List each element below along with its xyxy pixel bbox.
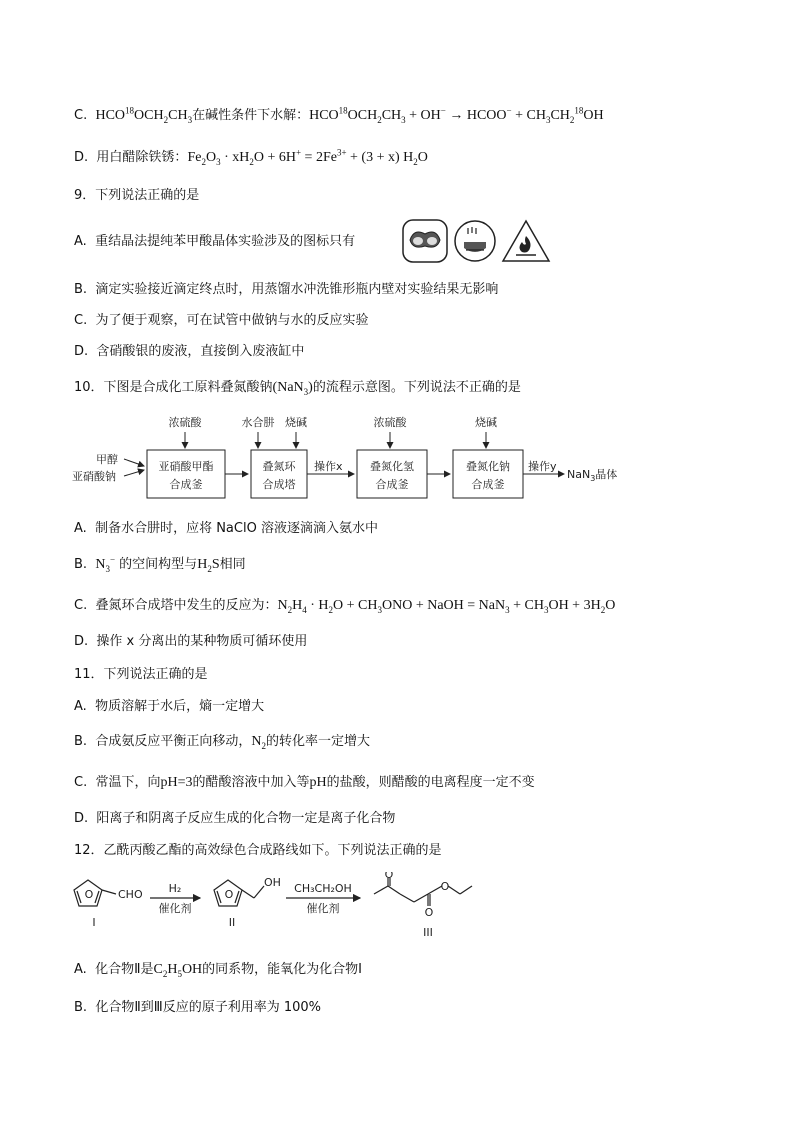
option-text: 在碱性条件下水解： bbox=[192, 108, 310, 123]
box4-line2: 合成釜 bbox=[471, 478, 505, 491]
option-label: D. bbox=[74, 634, 89, 649]
option-label: C. bbox=[74, 775, 88, 790]
compound-label-iii: III bbox=[423, 926, 433, 939]
option-label: C. bbox=[74, 108, 88, 123]
catalyst-1: 催化剂 bbox=[158, 902, 192, 915]
reagent-top1: 浓硫酸 bbox=[168, 416, 202, 429]
option-text: 合成氨反应平衡正向移动， bbox=[95, 734, 252, 749]
option-text: 制备水合肼时，应将 NaClO 溶液逐滴滴入氨水中 bbox=[95, 521, 378, 536]
ph-symbol: pH bbox=[309, 775, 327, 790]
option-text: 相同 bbox=[219, 557, 246, 572]
option-label: A. bbox=[74, 234, 87, 249]
equation-rust: $Fe_2O_3 \cdot xH_2O + 6H^+ = 2Fe^{3+} + (3 + x)$ $H_2O$ bbox=[187, 147, 428, 167]
option-label: B. bbox=[74, 734, 88, 749]
option-text: 叠氮环合成塔中发生的反应为： bbox=[95, 598, 278, 613]
box2-line2: 合成塔 bbox=[262, 478, 296, 491]
option-text: 为了便于观察，可在试管中做钠与水的反应实验 bbox=[95, 313, 369, 328]
reagent-h2: H₂ bbox=[168, 882, 182, 895]
reagent-top4: 烧碱 bbox=[475, 416, 497, 429]
ester-oxygen: O bbox=[440, 880, 450, 893]
box1-line2: 合成釜 bbox=[169, 478, 203, 491]
q10-stem bbox=[74, 380, 521, 396]
option-text: 滴定实验接近滴定终点时，用蒸馏水冲洗锥形瓶内壁对实验结果无影响 bbox=[95, 282, 499, 297]
option-label: B. bbox=[74, 1000, 88, 1015]
product-nan3: NaN$_3$晶体 bbox=[567, 468, 618, 483]
q8-option-d bbox=[74, 147, 428, 167]
q10-option-b bbox=[74, 554, 246, 574]
carbonyl-oxygen: O bbox=[424, 906, 434, 919]
option-text: 化合物Ⅱ到Ⅲ反应的原子利用率为 100% bbox=[95, 1000, 321, 1015]
formula-n2: $N_2$ bbox=[251, 734, 266, 751]
option-text: 常温下，向 bbox=[95, 775, 161, 790]
q12-stem: 12．乙酰丙酸乙酯的高效绿色合成路线如下。下列说法正确的是 bbox=[74, 843, 442, 858]
equation-hydrolysis: $HCO^{18}OCH_2CH_3 + OH^-$ → HCOO− + $CH_3CH_2^{18}OH$ bbox=[309, 105, 604, 125]
safety-icons bbox=[402, 218, 552, 268]
formula-h2s: $H_2S$ bbox=[197, 557, 220, 574]
option-label: C. bbox=[74, 313, 88, 328]
compound-label-ii: II bbox=[228, 916, 236, 929]
flow-diagram bbox=[70, 410, 670, 506]
q9-option-a bbox=[74, 234, 355, 250]
reaction-scheme bbox=[70, 872, 490, 948]
formula-nan3: (NaN$_3$) bbox=[272, 380, 313, 397]
option-text: 用白醋除铁锈： bbox=[96, 150, 188, 165]
formula-ethanol: $C_2H_5OH$ bbox=[153, 962, 203, 979]
input-nano2: 亚硝酸钠 bbox=[72, 470, 116, 483]
equation-azide: $N_2H_4 \cdot H_2O + CH_3ONO$ + NaOH = $NaN_3 + CH_3OH + 3H_2O$ bbox=[277, 598, 616, 615]
q11-stem: 11．下列说法正确的是 bbox=[74, 667, 208, 682]
option-text: 的同系物，能氧化为化合物Ⅰ bbox=[202, 962, 363, 977]
reagent-ethanol: CH₃CH₂OH bbox=[294, 882, 352, 895]
ring-oxygen-2: O bbox=[224, 888, 234, 901]
q10-option-d bbox=[74, 634, 307, 650]
option-text: 重结晶法提纯苯甲酸晶体实验涉及的图标只有 bbox=[95, 234, 356, 249]
option-label: D. bbox=[74, 811, 89, 826]
stem-text: 的流程示意图。下列说法不正确的是 bbox=[312, 380, 521, 395]
option-label: D. bbox=[74, 344, 89, 359]
box3-line2: 合成釜 bbox=[375, 478, 409, 491]
op-x-label: 操作x bbox=[314, 460, 343, 473]
option-text: 的盐酸，则醋酸的电离程度一定不变 bbox=[326, 775, 535, 790]
stem-text: 10．下图是合成化工原料叠氮酸钠 bbox=[74, 380, 273, 395]
aldehyde-group: CHO bbox=[118, 888, 143, 901]
q11-option-d bbox=[74, 811, 395, 827]
option-label: A. bbox=[74, 962, 87, 977]
option-text: 含硝酸银的废液，直接倒入废液缸中 bbox=[96, 344, 305, 359]
option-label: B. bbox=[74, 282, 88, 297]
fire-hazard-icon bbox=[503, 221, 549, 261]
formula-ester: $HCO^{18}OCH_2CH_3$ bbox=[95, 105, 193, 125]
goggles-icon bbox=[403, 220, 447, 262]
box1-line1: 亚硝酸甲酯 bbox=[158, 460, 214, 473]
option-text: 的醋酸溶液中加入等 bbox=[192, 775, 310, 790]
ketone-oxygen: O bbox=[384, 872, 394, 881]
option-text: 化合物Ⅱ是 bbox=[95, 962, 154, 977]
q8-option-c bbox=[74, 105, 604, 125]
option-label: C. bbox=[74, 598, 88, 613]
catalyst-2: 催化剂 bbox=[306, 902, 340, 915]
hand-wash-icon bbox=[455, 221, 495, 261]
option-text: 操作 x 分离出的某种物质可循环使用 bbox=[96, 634, 308, 649]
op-y-label: 操作y bbox=[528, 460, 557, 473]
ph-value: pH=3 bbox=[160, 775, 193, 790]
compound-label-i: I bbox=[92, 916, 96, 929]
option-text: 物质溶解于水后，熵一定增大 bbox=[95, 699, 265, 714]
q9-option-c bbox=[74, 313, 369, 329]
option-text: 的转化率一定增大 bbox=[265, 734, 370, 749]
q9-option-d bbox=[74, 344, 304, 360]
q10-option-c bbox=[74, 598, 615, 614]
reagent-top3: 浓硫酸 bbox=[373, 416, 407, 429]
q9-option-b bbox=[74, 282, 498, 298]
reagent-top2a: 水合肼 bbox=[241, 416, 275, 429]
q12-option-a bbox=[74, 962, 362, 978]
q10-option-a bbox=[74, 521, 378, 537]
hydroxyl-group: OH bbox=[264, 876, 281, 889]
formula-azide-ion: $N_3^-$ bbox=[95, 554, 116, 574]
box4-line1: 叠氮化钠 bbox=[466, 460, 510, 473]
ethyl-levulinate-structure bbox=[374, 878, 472, 906]
reagent-top2b: 烧碱 bbox=[285, 416, 307, 429]
q12-option-b bbox=[74, 1000, 321, 1016]
option-label: A. bbox=[74, 521, 87, 536]
box3-line1: 叠氮化氢 bbox=[370, 460, 414, 473]
option-label: A. bbox=[74, 699, 87, 714]
q11-option-b bbox=[74, 734, 370, 750]
box2-line1: 叠氮环 bbox=[262, 460, 296, 473]
input-methanol: 甲醇 bbox=[96, 453, 118, 466]
ring-oxygen-1: O bbox=[84, 888, 94, 901]
option-text: 阳离子和阴离子反应生成的化合物一定是离子化合物 bbox=[96, 811, 396, 826]
q9-stem: 9．下列说法正确的是 bbox=[74, 188, 200, 203]
option-label: D. bbox=[74, 150, 89, 165]
q11-option-c bbox=[74, 775, 535, 791]
option-text: 的空间构型与 bbox=[119, 557, 198, 572]
q11-option-a bbox=[74, 699, 264, 715]
option-label: B. bbox=[74, 557, 88, 572]
